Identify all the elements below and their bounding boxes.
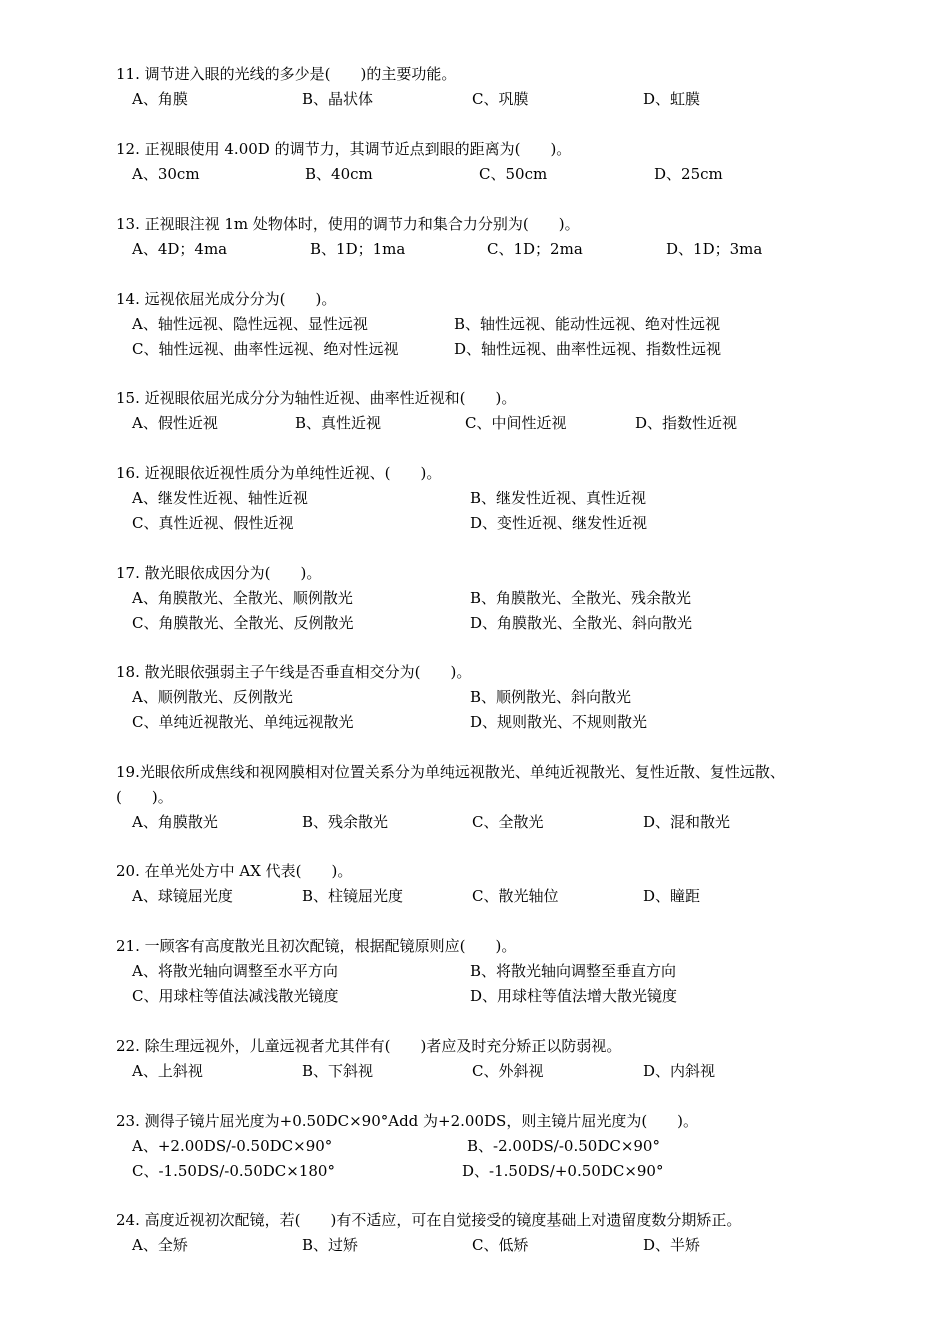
option-a: A、角膜散光	[132, 813, 218, 831]
option-b: B、角膜散光、全散光、残余散光	[470, 589, 692, 607]
question-stem: 16. 近视眼依近视性质分为单纯性近视、( )。	[116, 464, 442, 482]
option-c: C、单纯近视散光、单纯远视散光	[132, 713, 354, 731]
option-c: C、全散光	[472, 813, 544, 831]
option-d: D、轴性远视、曲率性远视、指数性远视	[454, 340, 722, 358]
option-a: A、假性近视	[132, 414, 218, 432]
question-12	[116, 137, 856, 187]
option-c: C、巩膜	[472, 90, 529, 108]
option-b: B、-2.00DS/-0.50DC×90°	[467, 1137, 660, 1155]
question-13	[116, 212, 856, 262]
option-c: C、轴性远视、曲率性远视、绝对性远视	[132, 340, 399, 358]
question-11	[116, 62, 856, 112]
option-c: C、用球柱等值法减浅散光镜度	[132, 987, 339, 1005]
question-23	[116, 1109, 856, 1184]
question-stem: 18. 散光眼依强弱主子午线是否垂直相交分为( )。	[116, 663, 472, 681]
question-stem: 14. 远视依屈光成分分为( )。	[116, 290, 337, 308]
option-d: D、指数性近视	[635, 414, 738, 432]
option-a: A、将散光轴向调整至水平方向	[132, 962, 338, 980]
option-b: B、柱镜屈光度	[302, 887, 404, 905]
option-c: C、外斜视	[472, 1062, 544, 1080]
option-c: C、角膜散光、全散光、反例散光	[132, 614, 354, 632]
question-stem: 22. 除生理远视外，儿童远视者尤其伴有( )者应及时充分矫正以防弱视。	[116, 1037, 622, 1055]
option-c: C、中间性近视	[465, 414, 567, 432]
option-b: B、轴性远视、能动性远视、绝对性远视	[454, 315, 721, 333]
option-c: C、真性近视、假性近视	[132, 514, 294, 532]
question-stem: 13. 正视眼注视 1m 处物体时，使用的调节力和集合力分别为( )。	[116, 215, 580, 233]
question-16	[116, 461, 856, 536]
option-b: B、残余散光	[302, 813, 389, 831]
option-b: B、40cm	[305, 165, 373, 183]
option-d: D、25cm	[654, 165, 723, 183]
question-22	[116, 1034, 856, 1084]
question-stem: 21. 一顾客有高度散光且初次配镜，根据配镜原则应( )。	[116, 937, 517, 955]
option-c: C、低矫	[472, 1236, 529, 1254]
option-c: C、-1.50DS/-0.50DC×180°	[132, 1162, 335, 1180]
option-a: A、角膜散光、全散光、顺例散光	[132, 589, 353, 607]
option-d: D、虹膜	[643, 90, 701, 108]
option-b: B、继发性近视、真性近视	[470, 489, 647, 507]
option-c: C、50cm	[479, 165, 548, 183]
option-a: A、继发性近视、轴性近视	[132, 489, 308, 507]
question-18	[116, 660, 856, 735]
option-a: A、上斜视	[132, 1062, 203, 1080]
question-19	[116, 760, 840, 835]
option-a: A、全矫	[132, 1236, 188, 1254]
option-b: B、顺例散光、斜向散光	[470, 688, 632, 706]
question-stem: 19.光眼依所成焦线和视网膜相对位置关系分为单纯远视散光、单纯近视散光、复性近散、复性远散、( )。	[116, 763, 785, 806]
question-14	[116, 287, 856, 362]
question-stem: 23. 测得子镜片屈光度为+0.50DC×90°Add 为+2.00DS，则主镜片屈光度为( )。	[116, 1112, 699, 1130]
question-21	[116, 934, 856, 1009]
option-a: A、4D；4ma	[132, 240, 228, 258]
option-a: A、30cm	[132, 165, 200, 183]
option-d: D、瞳距	[643, 887, 701, 905]
option-d: D、混和散光	[643, 813, 731, 831]
option-d: D、角膜散光、全散光、斜向散光	[470, 614, 693, 632]
question-17	[116, 561, 856, 636]
option-a: A、+2.00DS/-0.50DC×90°	[132, 1137, 333, 1155]
option-d: D、规则散光、不规则散光	[470, 713, 648, 731]
question-stem: 17. 散光眼依成因分为( )。	[116, 564, 322, 582]
option-b: B、真性近视	[295, 414, 382, 432]
option-b: B、将散光轴向调整至垂直方向	[470, 962, 677, 980]
option-b: B、晶状体	[302, 90, 374, 108]
option-d: D、内斜视	[643, 1062, 716, 1080]
option-c: C、1D；2ma	[487, 240, 583, 258]
question-15	[116, 386, 856, 436]
question-stem: 12. 正视眼使用 4.00D 的调节力，其调节近点到眼的距离为( )。	[116, 140, 572, 158]
option-d: D、半矫	[643, 1236, 701, 1254]
option-d: D、-1.50DS/+0.50DC×90°	[462, 1162, 664, 1180]
option-a: A、轴性远视、隐性远视、显性远视	[132, 315, 368, 333]
question-stem: 11. 调节进入眼的光线的多少是( )的主要功能。	[116, 65, 457, 83]
option-d: D、1D；3ma	[666, 240, 763, 258]
question-stem: 24. 高度近视初次配镜，若( )有不适应，可在自觉接受的镜度基础上对遗留度数分期矫正。	[116, 1211, 742, 1229]
option-b: B、1D；1ma	[310, 240, 406, 258]
option-b: B、过矫	[302, 1236, 359, 1254]
question-stem: 20. 在单光处方中 AX 代表( )。	[116, 862, 353, 880]
question-stem: 15. 近视眼依屈光成分分为轴性近视、曲率性近视和( )。	[116, 389, 517, 407]
option-c: C、散光轴位	[472, 887, 559, 905]
question-20	[116, 859, 856, 909]
question-24	[116, 1208, 856, 1258]
option-d: D、用球柱等值法增大散光镜度	[470, 987, 678, 1005]
option-a: A、角膜	[132, 90, 188, 108]
option-b: B、下斜视	[302, 1062, 374, 1080]
option-d: D、变性近视、继发性近视	[470, 514, 648, 532]
option-a: A、顺例散光、反例散光	[132, 688, 293, 706]
option-a: A、球镜屈光度	[132, 887, 233, 905]
